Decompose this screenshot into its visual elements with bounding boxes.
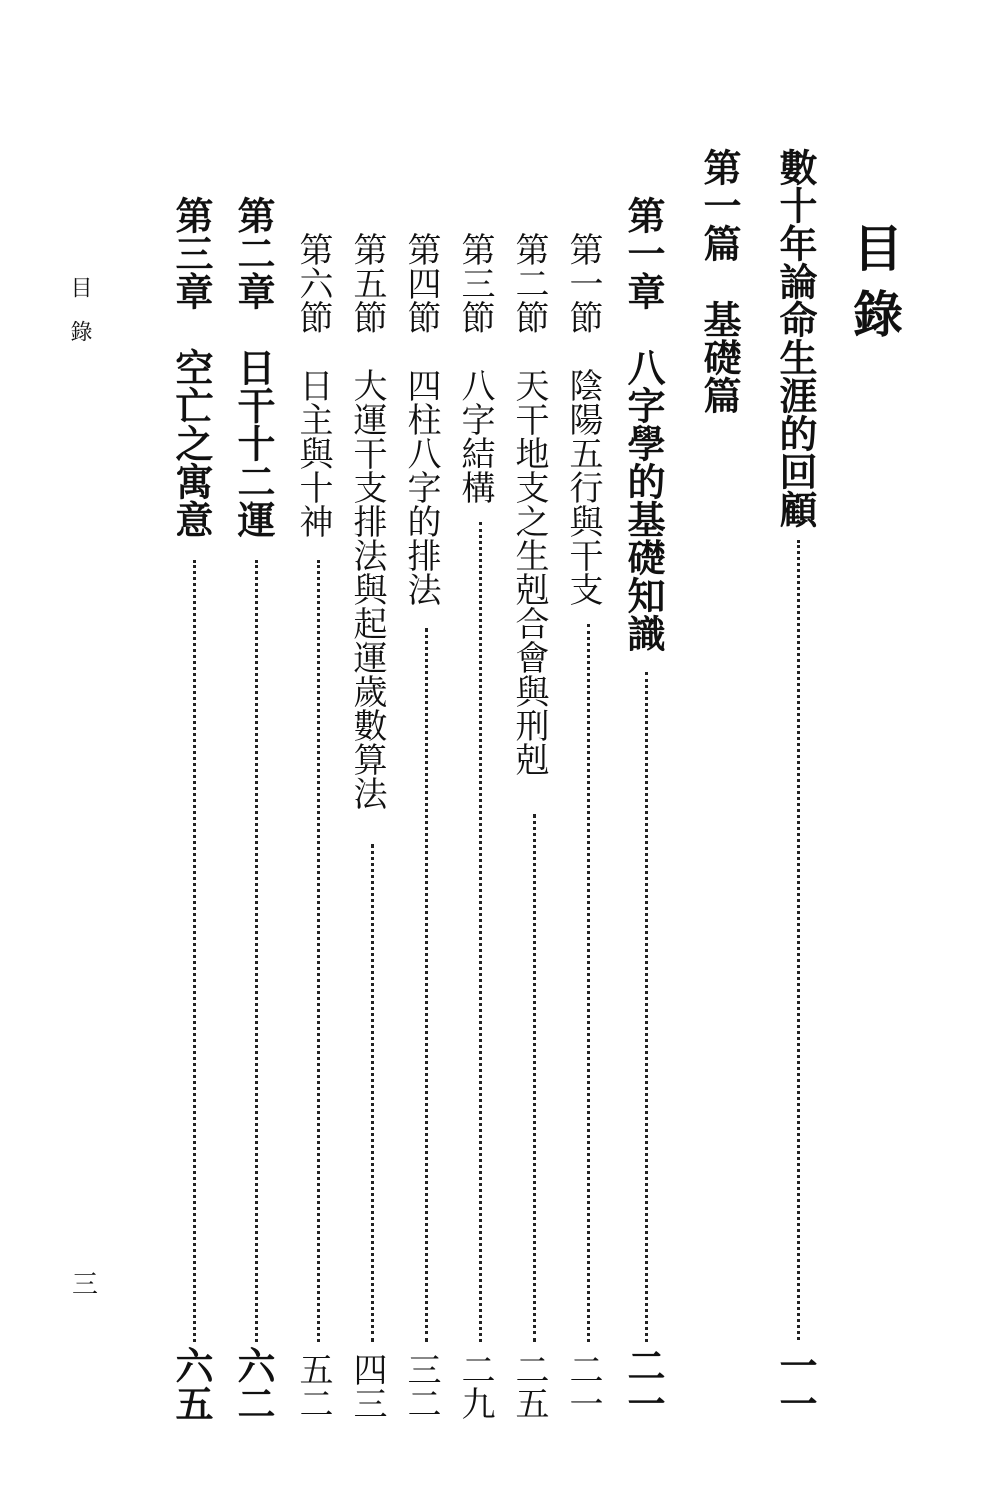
dot-leader — [587, 624, 590, 1342]
toc-entry-section-2[interactable] — [509, 232, 556, 1430]
toc-entry-label: 第六節 日主與十神 — [293, 232, 333, 538]
toc-entry-label: 第三章 空亡之寓意 — [169, 196, 213, 538]
toc-entry-label: 第五節 大運干支排法與起運歲數算法 — [347, 232, 387, 810]
dot-leader — [255, 560, 258, 1342]
toc-entry-chapter-2[interactable] — [231, 196, 278, 1430]
toc-entry-label: 數十年論命生涯的回顧 — [773, 148, 817, 528]
toc-entry-page: 一一 — [773, 1346, 817, 1422]
toc-title: 目錄 — [845, 222, 903, 354]
toc-entry-page: 六二 — [231, 1346, 275, 1422]
toc-entry-page: 四三 — [347, 1352, 387, 1420]
dot-leader — [425, 628, 428, 1342]
dot-leader — [193, 560, 196, 1342]
toc-entry-section-5[interactable] — [347, 232, 394, 1430]
dot-leader — [533, 814, 536, 1342]
toc-entry-label: 第一章 八字學的基礎知識 — [621, 196, 665, 652]
toc-entry-label: 第一篇 基礎篇 — [697, 148, 741, 414]
toc-entry-page: 五二 — [293, 1352, 333, 1420]
toc-part-heading[interactable] — [697, 148, 744, 448]
toc-entry-label: 第四節 四柱八字的排法 — [401, 232, 441, 606]
toc-entry-label: 第二節 天干地支之生剋合會與刑剋 — [509, 232, 549, 776]
toc-entry-label: 第三節 八字結構 — [455, 232, 495, 504]
toc-entry-chapter-3[interactable] — [169, 196, 216, 1430]
toc-entry-chapter-1[interactable] — [621, 196, 668, 1430]
toc-entry-page: 二五 — [509, 1352, 549, 1420]
running-head: 目錄 — [67, 276, 92, 364]
toc-entry-page: 二一 — [621, 1346, 665, 1422]
toc-entry-section-1[interactable] — [563, 232, 610, 1430]
toc-entry-section-6[interactable] — [293, 232, 340, 1430]
dot-leader — [797, 540, 800, 1340]
toc-entry-label: 第一節 陰陽五行與干支 — [563, 232, 603, 606]
dot-leader — [479, 522, 482, 1342]
dot-leader — [317, 560, 320, 1342]
toc-entry-page: 二九 — [455, 1352, 495, 1420]
toc-entry-review[interactable] — [773, 148, 820, 1430]
toc-entry-section-4[interactable] — [401, 232, 448, 1430]
page-number: 三 — [72, 1270, 99, 1300]
toc-entry-label: 第二章 日干十二運 — [231, 196, 275, 538]
dot-leader — [371, 844, 374, 1342]
dot-leader — [645, 672, 648, 1342]
toc-entry-page: 六五 — [169, 1346, 213, 1422]
toc-entry-section-3[interactable] — [455, 232, 502, 1430]
toc-entry-page: 二一 — [563, 1352, 603, 1420]
toc-entry-page: 三二 — [401, 1352, 441, 1420]
